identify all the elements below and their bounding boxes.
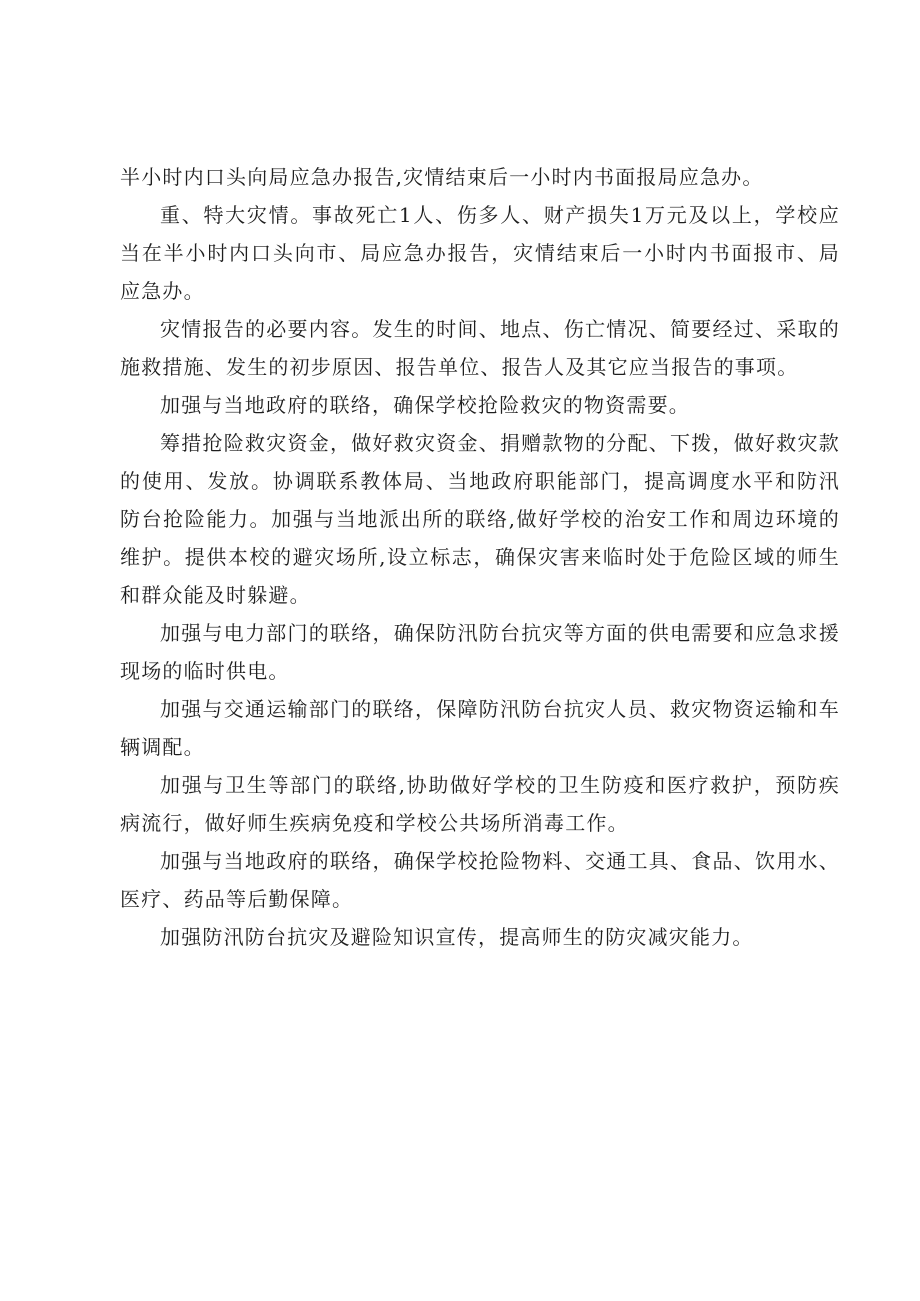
- paragraph-major-disaster: 重、特大灾情。事故死亡1人、伤多人、财产损失1万元及以上，学校应当在半小时内口头向市、局应急办报告，灾情结束后一小时内书面报市、局应急办。: [120, 203, 840, 303]
- paragraph-transport-liaison: 加强与交通运输部门的联络，保障防汛防台抗灾人员、救灾物资运输和车辆调配。: [120, 697, 840, 759]
- paragraph-power-liaison: 加强与电力部门的联络，确保防汛防台抗灾等方面的供电需要和应急求援现场的临时供电。: [120, 621, 840, 683]
- document-body: [120, 158, 840, 956]
- paragraph-logistics: 加强与当地政府的联络，确保学校抢险物料、交通工具、食品、饮用水、医疗、药品等后勤保障。: [120, 849, 840, 911]
- paragraph-education: 加强防汛防台抗灾及避险知识宣传，提高师生的防灾减灾能力。: [160, 925, 754, 949]
- paragraph-continuation: 半小时内口头向局应急办报告,灾情结束后一小时内书面报局应急办。: [120, 165, 764, 189]
- paragraph-health-liaison: 加强与卫生等部门的联络,协助做好学校的卫生防疫和医疗救护，预防疾病流行，做好师生疾病免疫和学校公共场所消毒工作。: [120, 773, 840, 835]
- paragraph-report-content: 灾情报告的必要内容。发生的时间、地点、伤亡情况、简要经过、采取的施救措施、发生的初步原因、报告单位、报告人及其它应当报告的事项。: [120, 317, 840, 379]
- paragraph-funding: 筹措抢险救灾资金，做好救灾资金、捐赠款物的分配、下拨，做好救灾款的使用、发放。协调联系教体局、当地政府职能部门，提高调度水平和防汛防台抢险能力。加强与当地派出所的联络,做好学校的治安工作和周边环境的维护。提供本校的避灾场所,设立标志，确保灾害来临时处于危险区域的师生和群众能及时躲避。: [120, 431, 840, 607]
- paragraph-government-liaison: 加强与当地政府的联络，确保学校抢险救灾的物资需要。: [160, 393, 690, 417]
